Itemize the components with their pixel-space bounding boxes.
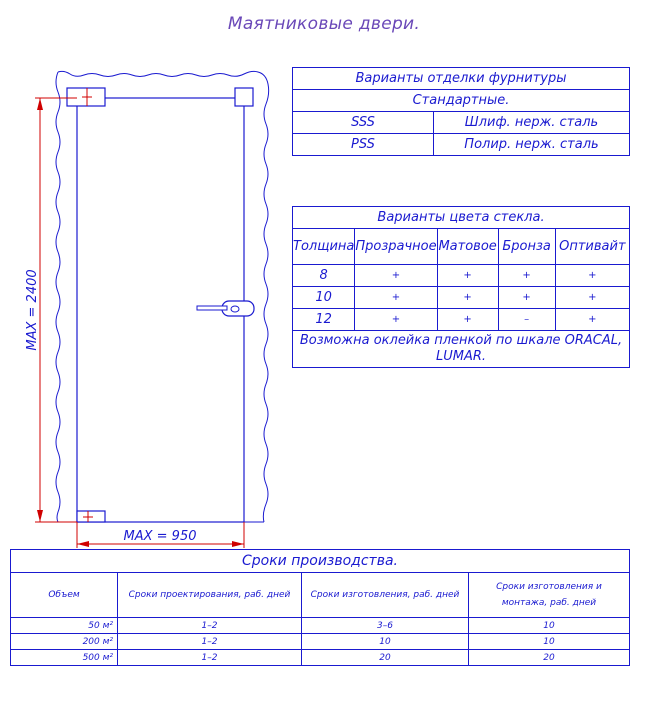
mark-cell: –: [498, 309, 555, 331]
handle-bar: [197, 306, 227, 310]
table-row: [293, 112, 630, 134]
mark-cell: +: [555, 265, 629, 287]
make-cell: 10: [302, 634, 469, 650]
finish-desc: Шлиф. нерж. сталь: [434, 112, 630, 134]
glass-table: [292, 206, 630, 368]
finish-table-header: Варианты отделки фурнитуры: [293, 68, 630, 90]
col-header: Сроки проектирования, раб. дней: [118, 573, 302, 618]
production-table-header: Сроки производства.: [11, 550, 630, 573]
col-header: Объем: [11, 573, 118, 618]
glass-table-header: Варианты цвета стекла.: [293, 207, 630, 229]
install-cell: 10: [469, 618, 630, 634]
mark-cell: +: [355, 309, 437, 331]
mark-cell: +: [437, 309, 498, 331]
mark-cell: +: [437, 265, 498, 287]
finish-code: SSS: [293, 112, 434, 134]
table-row: [293, 309, 630, 331]
volume-cell: 500 м²: [11, 650, 118, 666]
table-row: [293, 265, 630, 287]
volume-cell: 50 м²: [11, 618, 118, 634]
mark-cell: +: [355, 287, 437, 309]
volume-cell: 200 м²: [11, 634, 118, 650]
mark-cell: +: [555, 287, 629, 309]
col-header: Бронза: [498, 229, 555, 265]
design-cell: 1–2: [118, 618, 302, 634]
finish-code: PSS: [293, 134, 434, 156]
page-title: Маятниковые двери.: [227, 14, 421, 34]
finish-desc: Полир. нерж. сталь: [434, 134, 630, 156]
col-header: Матовое: [437, 229, 498, 265]
thickness-cell: 8: [293, 265, 355, 287]
height-label: MAX = 2400: [25, 269, 40, 351]
table-row: [293, 287, 630, 309]
col-header: Сроки изготовления, раб. дней: [302, 573, 469, 618]
mark-cell: +: [498, 287, 555, 309]
glass-note: Возможна оклейка пленкой по шкале ORACAL, LUMAR.: [293, 331, 630, 368]
col-header: Оптивайт: [555, 229, 629, 265]
table-row: [11, 634, 630, 650]
col-header: Сроки изготовления и монтажа, раб. дней: [469, 573, 630, 618]
install-cell: 20: [469, 650, 630, 666]
mark-cell: +: [555, 309, 629, 331]
install-cell: 10: [469, 634, 630, 650]
table-row: [11, 650, 630, 666]
make-cell: 3–6: [302, 618, 469, 634]
finish-table: [292, 67, 630, 156]
width-label: MAX = 950: [123, 529, 197, 544]
design-cell: 1–2: [118, 650, 302, 666]
mark-cell: +: [498, 265, 555, 287]
design-cell: 1–2: [118, 634, 302, 650]
col-header: Толщина: [293, 229, 355, 265]
make-cell: 20: [302, 650, 469, 666]
thickness-cell: 10: [293, 287, 355, 309]
top-right-patch: [235, 88, 253, 106]
mark-cell: +: [355, 265, 437, 287]
mark-cell: +: [437, 287, 498, 309]
thickness-cell: 12: [293, 309, 355, 331]
production-table: [10, 549, 630, 666]
finish-table-subheader: Стандартные.: [293, 90, 630, 112]
col-header: Прозрачное: [355, 229, 437, 265]
table-row: [293, 134, 630, 156]
wall-outline-left: [56, 72, 60, 522]
table-row: [11, 618, 630, 634]
wall-outline: [58, 71, 269, 522]
